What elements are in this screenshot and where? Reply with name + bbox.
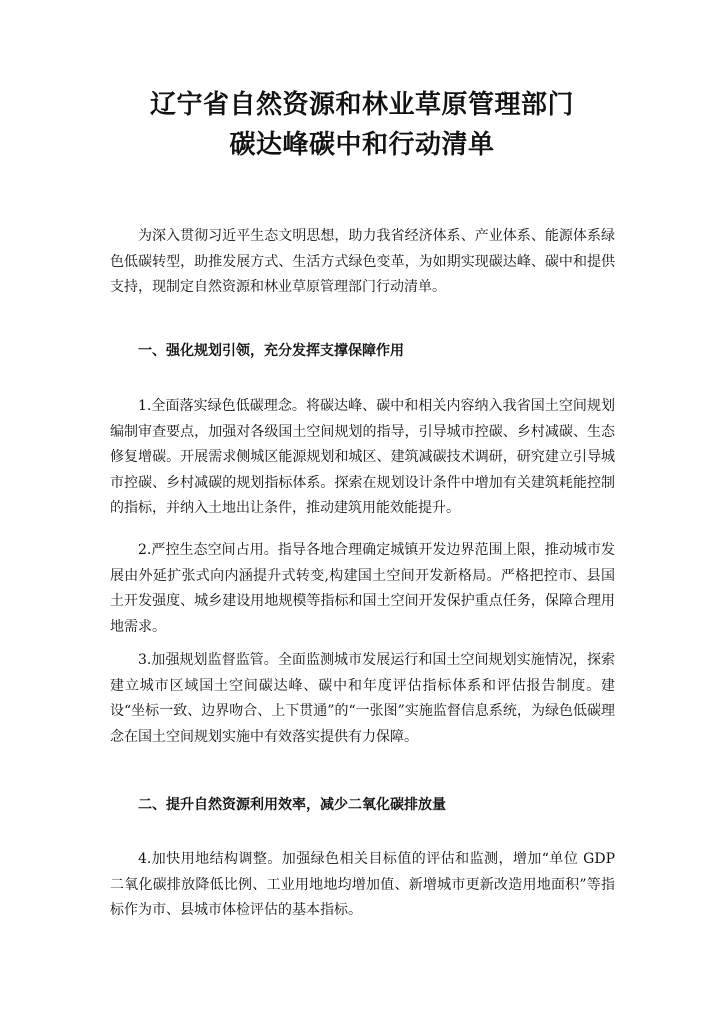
item-1-paragraph: 1.全面落实绿色低碳理念。将碳达峰、碳中和相关内容纳入我省国土空间规划编制审查要点，加强对各级国土空间规划的指导，引导城市控碳、乡村减碳、生态修复增碳。开展需求侧城区能源规划和城区、建筑减碳技术调研，研究建立引导城市控碳、乡村减碳的规划指标体系。探索在规划设计条件中增加有关建筑耗能控制的指标，并纳入土地出让条件，推动建筑用能效能提升。	[110, 398, 615, 516]
item-2-paragraph: 2.严控生态空间占用。指导各地合理确定城镇开发边界范围上限，推动城市发展由外延扩张式向内涵提升式转变,构建国土空间开发新格局。严格把控市、县国土开发强度、城乡建设用地规模等指标和国土空间开发保护重点任务，保障合理用地需求。	[110, 542, 615, 635]
section-1-heading: 一、强化规划引领，充分发挥支撑保障作用	[138, 343, 404, 359]
section-2-heading: 二、提升自然资源利用效率，减少二氧化碳排放量	[138, 797, 446, 813]
document-title-line-2: 碳达峰碳中和行动清单	[229, 130, 495, 160]
document-title-line-1: 辽宁省自然资源和林业草原管理部门	[149, 90, 574, 120]
intro-paragraph: 为深入贯彻习近平生态文明思想，助力我省经济体系、产业体系、能源体系绿色低碳转型，助推发展方式、生活方式绿色变革，为如期实现碳达峰、碳中和提供支持，现制定自然资源和林业草原管理部门行动清单。	[110, 228, 615, 295]
item-3-paragraph: 3.加强规划监督监管。全面监测城市发展运行和国土空间规划实施情况，探索建立城市区域国土空间碳达峰、碳中和年度评估指标体系和评估报告制度。建设“坐标一致、边界吻合、上下贯通”的“一张图”实施监督信息系统，为绿色低碳理念在国土空间规划实施中有效落实提供有力保障。	[110, 652, 615, 745]
item-4-paragraph: 4.加快用地结构调整。加强绿色相关目标值的评估和监测，增加“单位 GDP 二氧化碳排放降低比例、工业用地地均增加值、新增城市更新改造用地面积”等指标作为市、县城市体检评估的基本指标。	[110, 851, 615, 918]
